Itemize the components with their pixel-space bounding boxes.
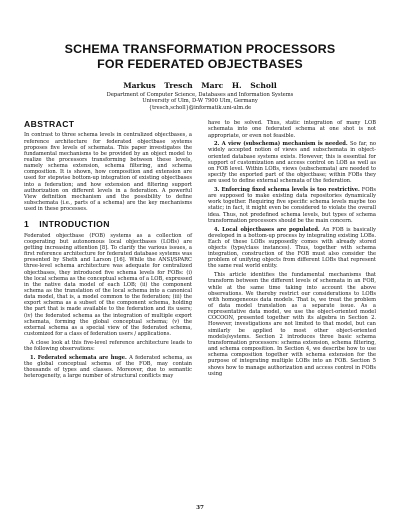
left-column [24, 120, 192, 382]
intro-paragraph-2: A close look at this five-level reference architecture leads to the following observations: [24, 339, 192, 352]
section-heading-introduction [24, 219, 192, 230]
title-line-1: SCHEMA TRANSFORMATION PROCESSORS [64, 42, 336, 56]
observation-3-text: FOBs are supposed to make existing data repositories dynamically work together. Requiring five specific schema levels maybe too static; in fact, it might even be considered to violate the overall idea. Thus, not predefined schema levels, but types of schema transformation processors should be the main concern. [208, 186, 376, 224]
observation-1-text: A federated schema, as the global conceptual schema of the FOB, may contain thousands of types and classes. Moreover, due to semantic heterogeneity, a large number of structural conflicts may [24, 354, 192, 380]
observation-4-text: An FOB is basically developed in a bottom-up process by integrating existing LOBs. Each of these LOBs supposedly comes with already stored objects (type/class instances). Thus, together with schema integration, construction of the FOB must also consider the problem of unifying objects from different LOBs that represent the same real world entity. [208, 226, 377, 270]
observation-4-lead: 4. Local objectbases are populated. [214, 226, 320, 233]
body-columns [24, 120, 376, 382]
abstract-heading: ABSTRACT [24, 119, 75, 130]
observation-3-lead: 3. Enforcing fixed schema levels is too restrictive. [214, 186, 360, 193]
intro-paragraph-1: Federated objectbase (FOB) systems as a collection of cooperating but autonomous local objectbases (LOBs) are getting increasing attention [8]. To clarify the various issues, a first reference architecture for federated database systems was presented by Sheth and Larson [16]. While the ANSI/SPARC three-level schema architecture was adequate for centralized objectbases, they introduced five schema levels for FOBs: (i) the local schema as the conceptual schema of a LOB, expressed in the native data model of each LOB; (ii) the component schema as the translation of the local schema into a canonical data model, that is, a model common to the federation; (iii) the export schema as a subset of the component schema, holding the part that is made available to the federation and its users; (iv) the federated schema as the integration of multiple export schemata, forming the global conceptual schema; (v) the external schema as a special view of the federated schema, customized for a class of federation users / applications. [24, 232, 192, 338]
affiliation-line-1: Department of Computer Science, Databases and Information Systems [106, 92, 294, 98]
page-number: 37 [196, 505, 204, 511]
affiliation-line-2: University of Ulm, D-W 7900 Ulm, Germany [142, 98, 258, 105]
continued-paragraph: have to be solved. Thus, static integration of many LOB schemata into one federated schema at one shot is not appropriate, or even not feasible. [208, 120, 376, 139]
observation-2-lead: 2. A view (subschema) mechanism is needed. [214, 141, 348, 148]
observation-1-lead: 1. Federated schemata are huge. [30, 354, 127, 361]
affiliation-email: {tresch,scholl}@informatik.uni-ulm.de [148, 104, 252, 111]
section-title: INTRODUCTION [39, 219, 110, 230]
observation-2 [208, 141, 376, 184]
paper-title [24, 42, 376, 72]
observation-4 [208, 227, 376, 270]
right-column [208, 120, 376, 382]
abstract-text: In contrast to three schema levels in centralized objectbases, a reference architecture for federated objectbase systems proposes five levels of schemata. This paper investigates the fundamental mechanisms to be provided by an object model to realize the processors transforming between these levels, namely schema extension, schema filtering, and schema composition. It is shown, how composition and extension are used for stepwise bottom-up integration of existing objectbases into a federation; and how extension and filtering support authorization on different levels in a federation. A powerful View definition mechanism and the possibility to define subschemata (i.e., parts of a schema) are the key mechanisms used in these processes. [24, 132, 192, 213]
section-number: 1 [24, 219, 30, 230]
final-paragraph: This article identifies the fundamental mechanisms that transform between the different levels of schemata in an FOB, while at the same time taking into account the above observations. We thereby restrict our considerations to LOBs with homogeneous data models. That is, we treat the problem of data model translation as a separate issue. As a representative data model, we use the object-oriented model COCOON, presented together with its algebra in Section 2. However, investigations are not limited to that model, but can similarly be applied to most other object-oriented models/systems. Section 2 introduces three basic schema transformation processors: schema extension, schema filtering, and schema composition. In Section 4, we describe how to use schema composition together with schema extension for the purpose of integrating multiple LOBs into an FOB. Section 5 shows how to manage authorization and access control in FOBs using [208, 272, 376, 377]
title-line-2: FOR FEDERATED OBJECTBASES [97, 57, 303, 71]
affiliation [24, 92, 376, 111]
authors: Markus Tresch Marc H. Scholl [123, 81, 277, 90]
observation-2-text: So far, no widely accepted notion of views and subschemata in object-oriented database systems exists. However, this is essential for support of customization and access control on LOB as well as on FOB level. Within LOBs, views (subschemata) are needed to specify the exported part of the objectbase; within FOBs they are used to define external schemata of the federation. [208, 141, 376, 185]
observation-3 [208, 187, 376, 224]
observation-1 [24, 355, 192, 380]
